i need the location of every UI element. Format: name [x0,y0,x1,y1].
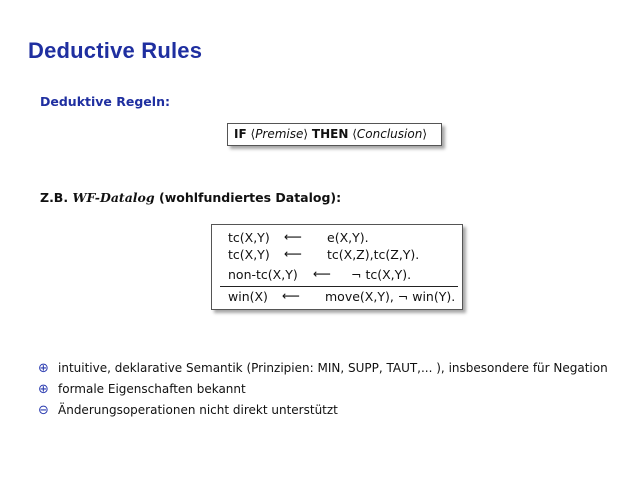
list-item [38,403,338,418]
rule-body: ¬ tc(X,Y). [351,267,412,282]
list-item-text: intuitive, deklarative Semantik (Prinzipien: MIN, SUPP, TAUT,... ), insbesondere für Negation [58,361,608,375]
premise-label: Premise [255,127,304,141]
conclusion-open-bracket: ⟨ [352,127,357,141]
minus-circle-icon: ⊖ [38,403,49,418]
conclusion-label: Conclusion [356,127,423,141]
rule-body: e(X,Y). [327,230,369,245]
rule-body: tc(X,Z),tc(Z,Y). [327,247,420,262]
premise-open-bracket: ⟨ [250,127,256,141]
example-prefix: Z.B. [40,190,69,205]
rule-arrow: ⟵ [284,229,302,244]
plus-circle-icon: ⊕ [38,361,49,376]
rule-4 [228,289,268,304]
rule-arrow: ⟵ [313,266,331,281]
rule-3 [228,267,298,282]
rule-arrow: ⟵ [282,288,300,303]
example-wf-datalog: WF-Datalog [72,190,155,205]
example-suffix: (wohlfundiertes Datalog): [159,190,342,205]
rule-2 [228,247,270,262]
list-item [38,361,608,376]
slide-title: Deductive Rules [28,38,203,63]
if-then-box [227,123,442,146]
list-item-text: Änderungsoperationen nicht direkt unterstützt [58,403,338,417]
rule-head: win(X) [228,289,268,304]
rule-head: tc(X,Y) [228,247,270,262]
plus-circle-icon: ⊕ [38,382,49,397]
rule-divider [220,286,458,287]
rule-head: non-tc(X,Y) [228,267,298,282]
if-keyword: IF [234,127,247,141]
if-then-formula [234,127,427,141]
slide-subtitle: Deduktive Regeln: [40,94,170,109]
rule-body: move(X,Y), ¬ win(Y). [325,289,456,304]
rule-1 [228,230,270,245]
rules-box [211,224,463,310]
list-item [38,382,246,397]
conclusion-close-bracket: ⟩ [422,127,427,141]
list-item-text: formale Eigenschaften bekannt [58,382,246,396]
example-heading [40,190,341,205]
then-keyword: THEN [311,127,349,141]
rule-arrow: ⟵ [284,246,302,261]
rule-head: tc(X,Y) [228,230,270,245]
premise-close-bracket: ⟩ [303,127,309,141]
